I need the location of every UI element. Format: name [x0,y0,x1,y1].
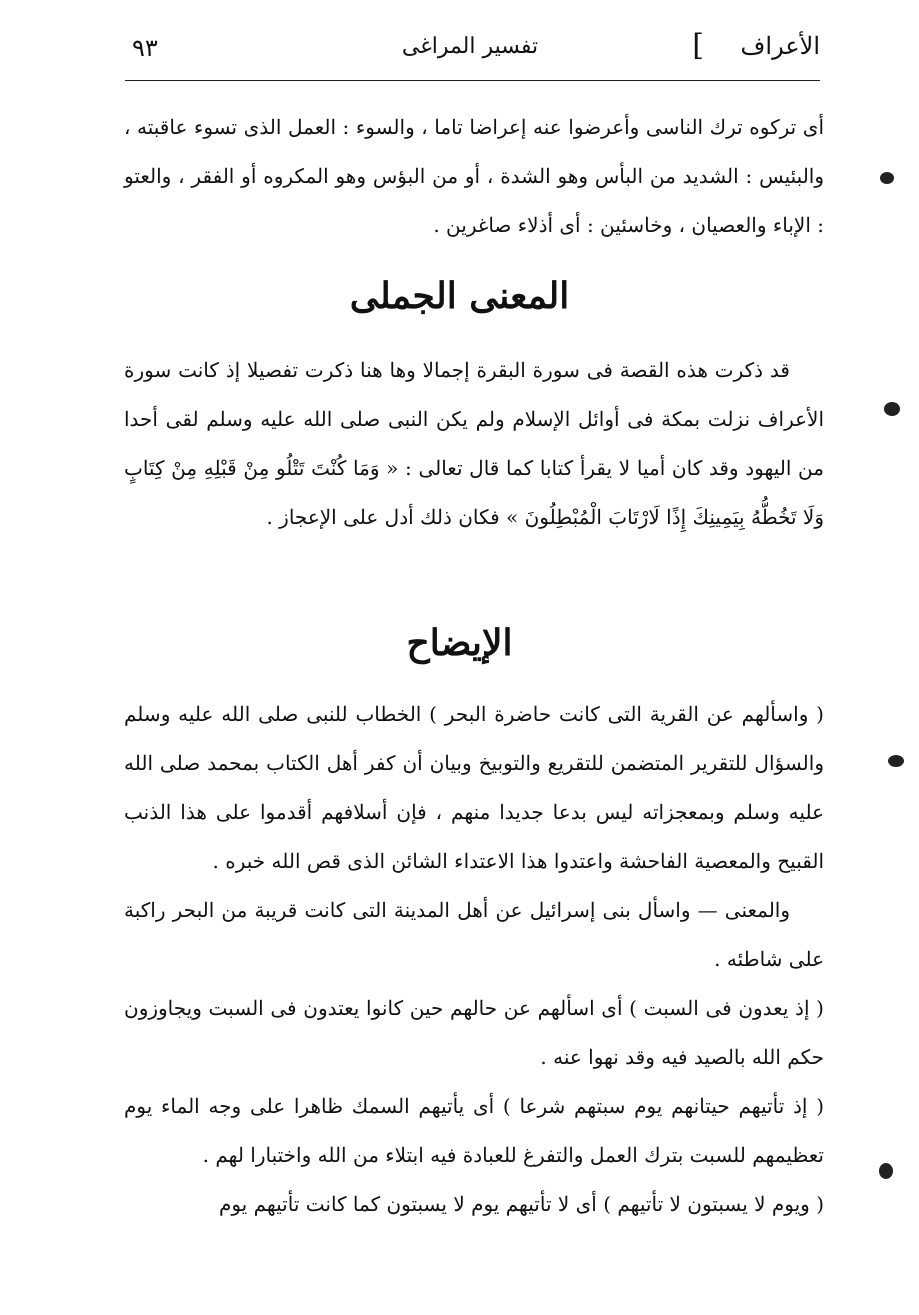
scan-speck [879,1163,893,1179]
header-rule [125,80,820,81]
explanation-paragraph: والمعنى — واسأل بنى إسرائيل عن أهل المدينة التى كانت قريبة من البحر راكبة على شاطئه . [124,898,824,971]
section-heading-explanation: الإيضاح [406,622,513,664]
intro-text-block [124,103,824,250]
book-title: تفسير المراغى [401,34,539,59]
surah-name: الأعراف [740,32,820,60]
scan-speck [888,755,904,767]
header-bracket: ] [692,28,704,63]
intro-paragraph: أى تركوه ترك الناسى وأعرضوا عنه إعراضا تاما ، والسوء : العمل الذى تسوء عاقبته ، والبئيس : الشديد من البأس وهو الشدة ، أو من البؤس وهو المكروه أو الفقر ، والعتو : الإباء والعصيان ، وخاسئين : أى أذلاء صاغرين . [124,115,824,237]
explanation-paragraph: ( ويوم لا يسبتون لا تأتيهم ) أى لا تأتيهم يوم لا يسبتون كما كانت تأتيهم يوم [218,1192,824,1216]
scan-speck [880,172,894,184]
explanation-paragraph: ( إذ تأتيهم حيتانهم يوم سبتهم شرعا ) أى يأتيهم السمك ظاهرا على وجه الماء يوم تعظيمهم للسبت بترك العمل والتفرغ للعبادة فيه ابتلاء من الله واختبارا لهم . [124,1094,824,1167]
section-heading-summary: المعنى الجملى [349,275,570,317]
page-header [120,28,820,72]
explanation-paragraph: ( إذ يعدون فى السبت ) أى اسألهم عن حالهم حين كانوا يعتدون فى السبت ويجاوزون حكم الله بالصيد فيه وقد نهوا عنه . [124,996,824,1069]
explanation-text-block [124,690,824,1229]
explanation-paragraph: ( واسألهم عن القرية التى كانت حاضرة البحر ) الخطاب للنبى صلى الله عليه وسلم والسؤال للتقرير المتضمن للتقريع والتوبيخ وبيان أن كفر أهل الكتاب بمحمد صلى الله عليه وسلم وبمعجزاته ليس بدعا جديدا منهم ، فإن أسلافهم أقدموا على هذا الذنب القبيح والمعصية الفاحشة واعتدوا هذا الاعتداء الشائن الذى قص الله خبره . [124,702,824,873]
page-number: ٩٣ [132,34,158,62]
summary-paragraph: قد ذكرت هذه القصة فى سورة البقرة إجمالا وها هنا ذكرت تفصيلا إذ كانت سورة الأعراف نزلت بمكة فى أوائل الإسلام ولم يكن النبى صلى الله عليه وسلم لقى أحدا من اليهود وقد كان أميا لا يقرأ كتابا كما قال تعالى : « وَمَا كُنْتَ تَتْلُو مِنْ قَبْلِهِ مِنْ كِتَابٍ وَلَا تَخُطُّهُ بِيَمِينِكَ إِذًا لَارْتَابَ الْمُبْطِلُونَ » فكان ذلك أدل على الإعجاز . [124,358,824,529]
scan-speck [884,402,900,416]
summary-text-block [124,346,824,542]
